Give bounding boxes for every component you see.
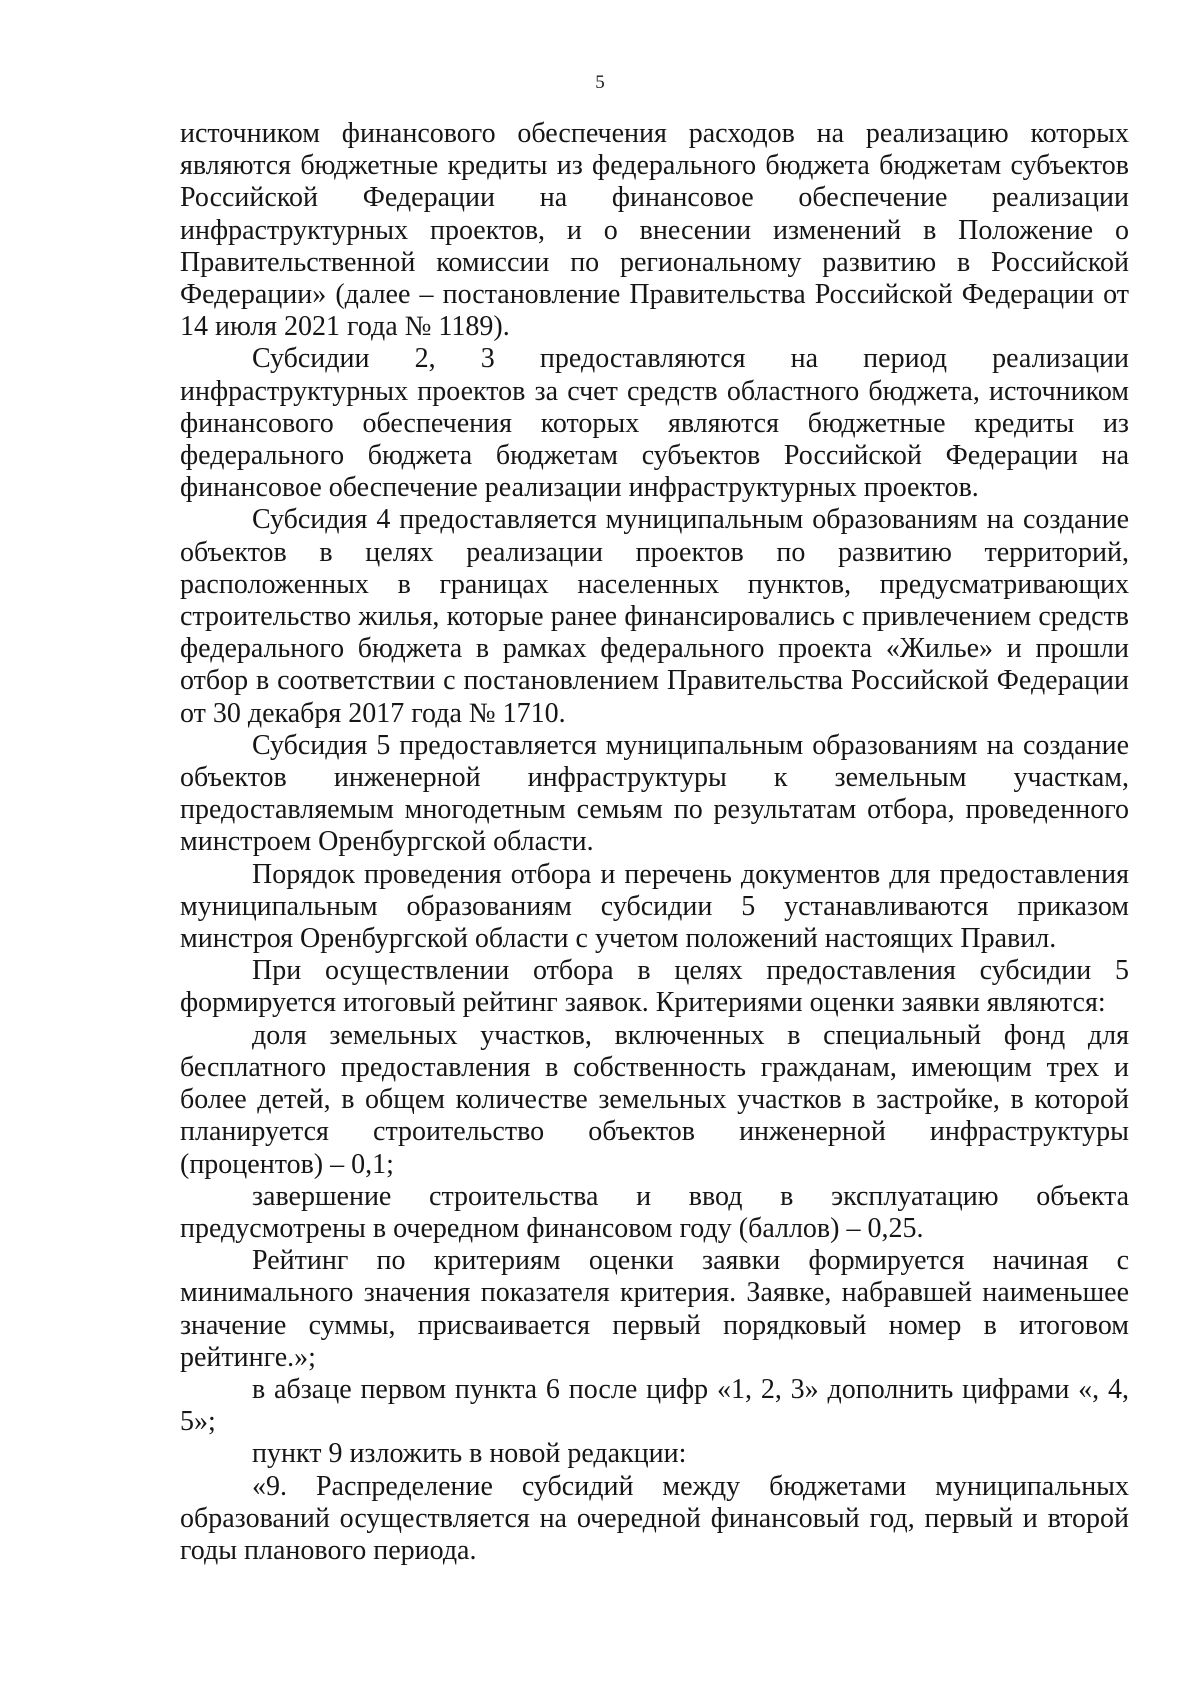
paragraph: Рейтинг по критериям оценки заявки формируется начиная с минимального значения показателя критерия. Заявке, набравшей наименьшее значение суммы, присваивается первый порядковый номер в итоговом рейтинге.»; [180, 1245, 1129, 1373]
paragraph: Субсидии 2, 3 предоставляются на период реализации инфраструктурных проектов за счет средств областного бюджета, источником финансового обеспечения которых являются бюджетные кредиты из федерального бюджета бюджетам субъектов Российской Федерации на финансовое обеспечение реализации инфраструктурных проектов. [180, 343, 1129, 504]
paragraph: источником финансового обеспечения расходов на реализацию которых являются бюджетные кредиты из федерального бюджета бюджетам субъектов Российской Федерации на финансовое обеспечение реализации инфраструктурных проектов, и о внесении изменений в Положение о Правительственной комиссии по региональному развитию в Российской Федерации» (далее – постановление Правительства Российской Федерации от 14 июля 2021 года № 1189). [180, 118, 1129, 343]
page-number: 5 [595, 72, 605, 93]
paragraph: в абзаце первом пункта 6 после цифр «1, 2, 3» дополнить цифрами «, 4, 5»; [180, 1373, 1129, 1438]
paragraph: доля земельных участков, включенных в специальный фонд для бесплатного предоставления в собственность гражданам, имеющим трех и более детей, в общем количестве земельных участков в застройке, в которой планируется строительство объектов инженерной инфраструктуры (процентов) – 0,1; [180, 1019, 1129, 1180]
paragraph: «9. Распределение субсидий между бюджетами муниципальных образований осуществляется на очередной финансовый год, первый и второй годы планового периода. [180, 1470, 1129, 1566]
paragraph: Субсидия 4 предоставляется муниципальным образованиям на создание объектов в целях реализации проектов по развитию территорий, расположенных в границах населенных пунктов, предусматривающих строительство жилья, которые ранее финансировались с привлечением средств федерального бюджета в рамках федерального проекта «Жилье» и прошли отбор в соответствии с постановлением Правительства Российской Федерации от 30 декабря 2017 года № 1710. [180, 504, 1129, 729]
paragraph: Субсидия 5 предоставляется муниципальным образованиям на создание объектов инженерной инфраструктуры к земельным участкам, предоставляемым многодетным семьям по результатам отбора, проведенного минстроем Оренбургской области. [180, 729, 1129, 858]
paragraph: пункт 9 изложить в новой редакции: [252, 1438, 687, 1470]
paragraph: Порядок проведения отбора и перечень документов для предоставления муниципальным образованиям субсидии 5 устанавливаются приказом минстроя Оренбургской области с учетом положений настоящих Правил. [180, 858, 1129, 955]
paragraph: завершение строительства и ввод в эксплуатацию объекта предусмотрены в очередном финансовом году (баллов) – 0,25. [180, 1180, 1129, 1244]
paragraph: При осуществлении отбора в целях предоставления субсидии 5 формируется итоговый рейтинг заявок. Критериями оценки заявки являются: [180, 955, 1129, 1019]
document-body [180, 118, 1129, 1567]
